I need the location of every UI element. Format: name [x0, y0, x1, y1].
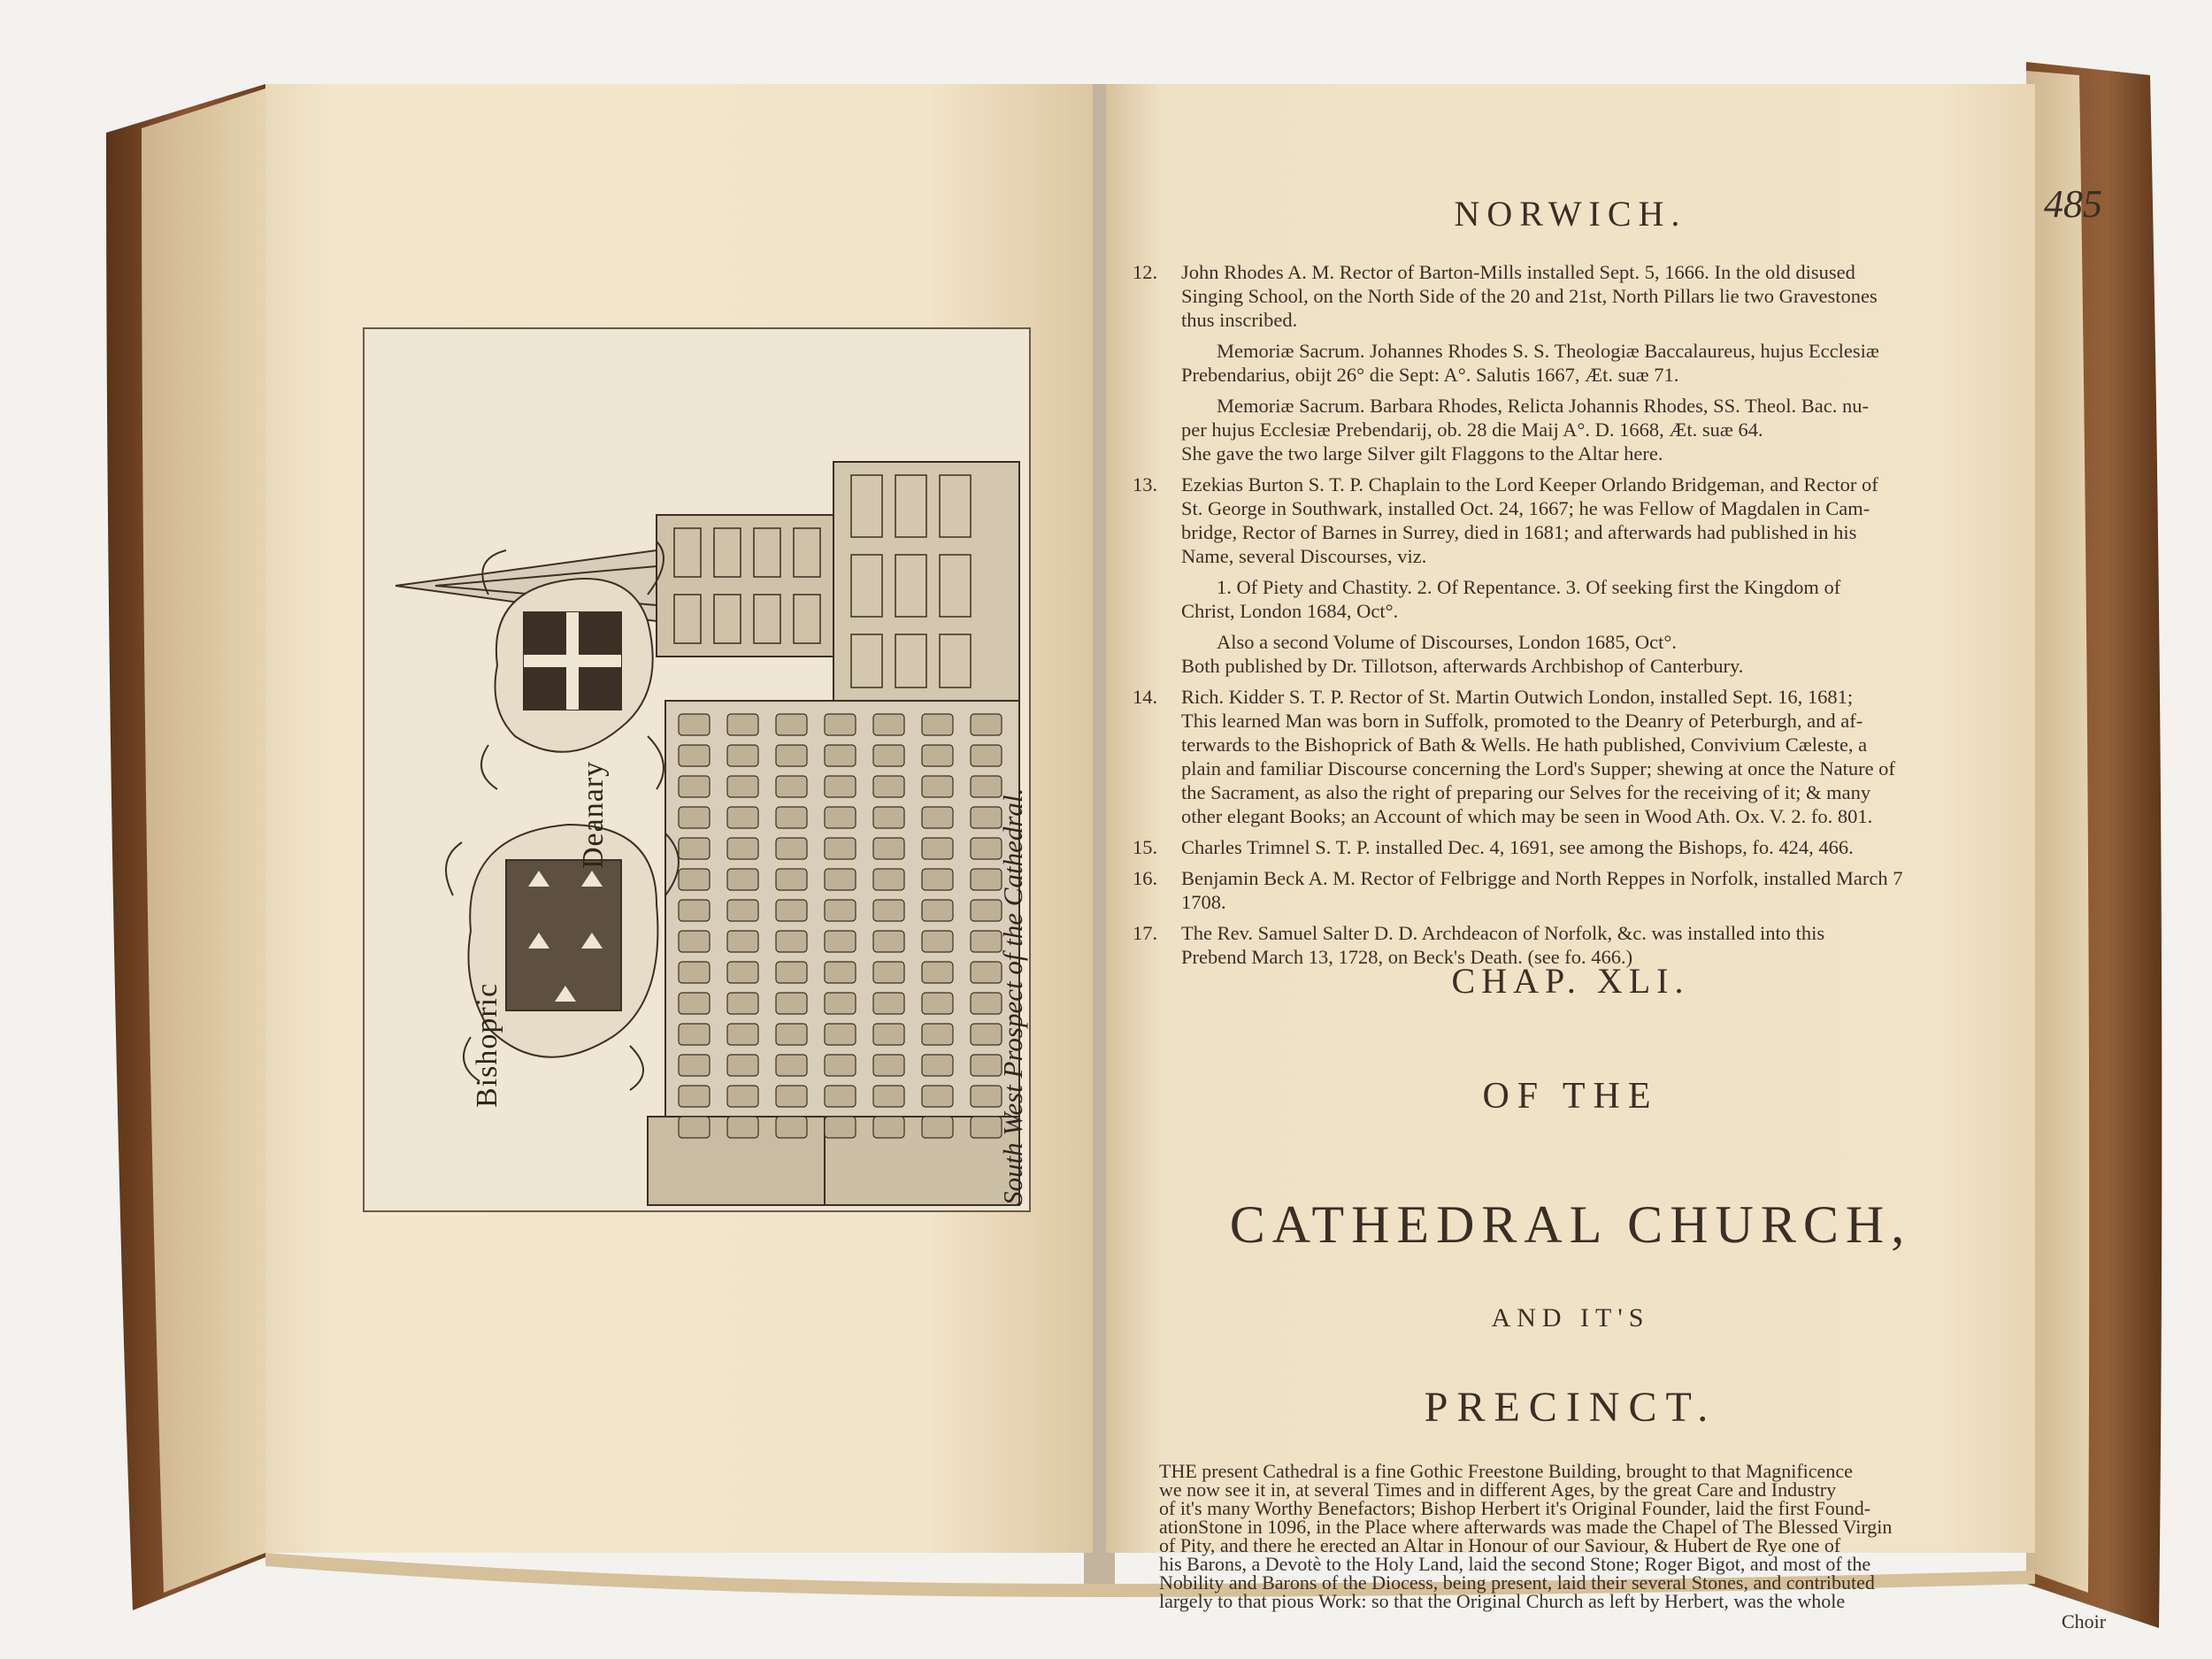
entry-line — [1133, 867, 1903, 890]
entry-number: 13. — [1133, 473, 1158, 495]
nave-window — [776, 869, 807, 890]
nave-window — [776, 993, 807, 1014]
nave-window — [776, 807, 807, 828]
entry-line — [1181, 781, 1870, 804]
entry-line — [1181, 309, 1297, 332]
nave-window — [825, 776, 856, 797]
page-number: 485 — [2044, 182, 2102, 226]
nave-window — [727, 900, 758, 921]
plate-label-bishopric: Bishopric — [471, 982, 503, 1108]
nave-window — [776, 1117, 807, 1138]
nave-window — [873, 776, 904, 797]
entry-text: Ezekias Burton S. T. P. Chaplain to the Lord Keeper Orlando Bridgeman, and Rector of — [1181, 473, 1878, 495]
entry-text: 1. Of Piety and Chastity. 2. Of Repentance. 3. Of seeking first the Kingdom of — [1217, 576, 1841, 598]
nave-window — [922, 1086, 953, 1107]
nave-window — [776, 776, 807, 797]
nave-window — [727, 962, 758, 983]
left-page — [265, 84, 1093, 1553]
nave-window — [825, 1055, 856, 1076]
nave-window — [727, 1117, 758, 1138]
entry-line — [1181, 285, 1878, 308]
nave-window — [679, 993, 710, 1014]
nave-window — [922, 962, 953, 983]
entry-line — [1181, 545, 1426, 568]
entry-text: thus inscribed. — [1181, 309, 1298, 331]
nave-window — [727, 807, 758, 828]
nave-window — [776, 1024, 807, 1045]
body-line: largely to that pious Work: so that the Original Church as left by Herbert, was the whole — [1159, 1590, 1846, 1612]
entry-text: Prebend March 13, 1728, on Beck's Death. (see fo. 466.) — [1181, 946, 1633, 968]
nave-window — [776, 900, 807, 921]
nave-window — [971, 745, 1002, 766]
entry-text: She gave the two large Silver gilt Flaggons to the Altar here. — [1181, 442, 1663, 465]
entry-text: plain and familiar Discourse concerning the Lord's Supper; shewing at once the Nature of — [1181, 757, 1895, 780]
entry-text: Name, several Discourses, viz. — [1181, 545, 1427, 567]
entry-line — [1181, 364, 1678, 387]
entry-line — [1181, 757, 1895, 780]
body-line: Nobility and Barons of the Diocess, being present, laid their several Stones, and contributed — [1159, 1571, 1875, 1594]
nave-window — [727, 1024, 758, 1045]
nave-window — [679, 745, 710, 766]
nave-window — [873, 714, 904, 735]
entry-text: Singing School, on the North Side of the 20 and 21st, North Pillars lie two Gravestones — [1181, 285, 1878, 307]
chapter-title-precinct: PRECINCT. — [1424, 1384, 1717, 1431]
entry-line — [1217, 576, 1840, 599]
nave-window — [922, 745, 953, 766]
nave-window — [727, 838, 758, 859]
entry-line — [1181, 442, 1663, 465]
nave-window — [825, 807, 856, 828]
entry-line — [1181, 600, 1398, 623]
nave-window — [873, 838, 904, 859]
entry-number: 15. — [1133, 836, 1158, 858]
nave-window — [873, 962, 904, 983]
entry-number: 12. — [1133, 261, 1158, 283]
entry-text: The Rev. Samuel Salter D. D. Archdeacon of Norfolk, &c. was installed into this — [1181, 922, 1825, 944]
nave-window — [922, 900, 953, 921]
entry-number: 14. — [1133, 686, 1158, 708]
nave-window — [679, 1024, 710, 1045]
plate-caption: South West Prospect of the Cathedral. — [997, 787, 1028, 1205]
entry-line — [1133, 922, 1825, 945]
entry-text: Christ, London 1684, Oct°. — [1181, 600, 1399, 622]
entry-line — [1181, 805, 1872, 828]
chapter-title-and-its: AND IT'S — [1491, 1303, 1650, 1333]
nave-window — [922, 1117, 953, 1138]
nave-window — [679, 714, 710, 735]
nave-window — [825, 962, 856, 983]
nave-window — [727, 869, 758, 890]
nave-window — [873, 1117, 904, 1138]
engraved-plate — [363, 327, 1031, 1212]
body-line: THE present Cathedral is a fine Gothic Freestone Building, brought to that Magnificence — [1159, 1460, 1853, 1482]
nave-window — [971, 714, 1002, 735]
entry-text: John Rhodes A. M. Rector of Barton-Mills installed Sept. 5, 1666. In the old disused — [1181, 261, 1855, 283]
entry-line — [1217, 395, 1869, 418]
nave-window — [679, 776, 710, 797]
entry-text: Rich. Kidder S. T. P. Rector of St. Martin Outwich London, installed Sept. 16, 1681; — [1181, 686, 1854, 708]
nave-window — [727, 993, 758, 1014]
entry-text: Benjamin Beck A. M. Rector of Felbrigge and North Reppes in Norfolk, installed March 7 — [1181, 867, 1903, 889]
entry-text: per hujus Ecclesiæ Prebendarij, ob. 28 die Maij A°. D. 1668, Æt. suæ 64. — [1181, 419, 1763, 441]
nave-window — [825, 993, 856, 1014]
nave-window — [825, 1024, 856, 1045]
nave-window — [922, 1024, 953, 1045]
body-line: ationStone in 1096, in the Place where afterwards was made the Chapel of The Blessed Virgin — [1159, 1516, 1893, 1538]
nave-window — [776, 962, 807, 983]
cathedral-engraving — [365, 329, 1029, 1210]
nave-window — [776, 745, 807, 766]
nave-window — [727, 1055, 758, 1076]
entry-text: Also a second Volume of Discourses, London 1685, Oct°. — [1217, 631, 1677, 653]
running-head: NORWICH. — [1454, 194, 1687, 234]
nave-window — [922, 931, 953, 952]
nave-window — [922, 714, 953, 735]
nave-window — [679, 1055, 710, 1076]
nave-window — [825, 931, 856, 952]
nave-window — [825, 838, 856, 859]
entry-line — [1133, 686, 1854, 709]
nave-window — [825, 714, 856, 735]
nave-window — [679, 838, 710, 859]
entry-text: other elegant Books; an Account of which may be seen in Wood Ath. Ox. V. 2. fo. 801. — [1181, 805, 1873, 827]
entry-line — [1181, 710, 1863, 733]
entry-line — [1181, 497, 1870, 520]
nave-window — [727, 714, 758, 735]
nave-window — [825, 745, 856, 766]
body-line: of Pity, and there he erected an Altar in Honour of our Saviour, & Hubert de Rye one of — [1159, 1534, 1841, 1556]
entry-text: This learned Man was born in Suffolk, promoted to the Deanry of Peterburgh, and af- — [1181, 710, 1863, 732]
nave-window — [825, 1086, 856, 1107]
nave-window — [922, 869, 953, 890]
body-line: we now see it in, at several Times and in different Ages, by the great Care and Industry — [1159, 1479, 1837, 1501]
nave-window — [922, 776, 953, 797]
nave-window — [873, 869, 904, 890]
nave-window — [873, 807, 904, 828]
entry-line — [1181, 733, 1867, 757]
nave-window — [679, 1086, 710, 1107]
catchword: Choir — [2062, 1610, 2107, 1632]
nave-window — [679, 869, 710, 890]
nave-window — [873, 745, 904, 766]
nave-window — [727, 1086, 758, 1107]
nave-window — [873, 900, 904, 921]
entry-line — [1181, 891, 1226, 914]
entry-number: 16. — [1133, 867, 1158, 889]
nave-window — [873, 931, 904, 952]
nave-window — [679, 1117, 710, 1138]
entry-number: 17. — [1133, 922, 1158, 944]
entry-text: Prebendarius, obijt 26° die Sept: A°. Salutis 1667, Æt. suæ 71. — [1181, 364, 1679, 386]
nave-window — [825, 869, 856, 890]
entry-text: the Sacrament, as also the right of preparing our Selves for the receiving of it; & many — [1181, 781, 1871, 803]
chapter-title-of-the: OF THE — [1482, 1076, 1659, 1117]
entry-text: bridge, Rector of Barnes in Surrey, died in 1681; and afterwards had published in his — [1181, 521, 1857, 543]
entry-line — [1133, 836, 1854, 859]
nave-window — [776, 714, 807, 735]
entry-text: Both published by Dr. Tillotson, afterwards Archbishop of Canterbury. — [1181, 655, 1744, 677]
nave-window — [825, 1117, 856, 1138]
body-line: his Barons, a Devotè to the Holy Land, laid the second Stone; Roger Bigot, and most of the — [1159, 1553, 1871, 1575]
nave-window — [873, 993, 904, 1014]
plate-label-deanary: Deanary — [577, 760, 610, 869]
nave-window — [727, 776, 758, 797]
entry-line — [1217, 631, 1677, 654]
nave-window — [679, 900, 710, 921]
entry-text: 1708. — [1181, 891, 1226, 913]
nave-window — [922, 1055, 953, 1076]
body-line: of it's many Worthy Benefactors; Bishop Herbert it's Original Founder, laid the first Found- — [1159, 1497, 1871, 1519]
nave-window — [727, 931, 758, 952]
entry-line — [1133, 473, 1878, 496]
entry-text: Memoriæ Sacrum. Barbara Rhodes, Relicta Johannis Rhodes, SS. Theol. Bac. nu- — [1217, 395, 1869, 417]
nave-window — [873, 1024, 904, 1045]
nave-window — [679, 807, 710, 828]
nave-window — [776, 931, 807, 952]
nave-window — [922, 993, 953, 1014]
chapter-title-main: CATHEDRAL CHURCH, — [1229, 1195, 1912, 1254]
entry-text: St. George in Southwark, installed Oct. 24, 1667; he was Fellow of Magdalen in Cam- — [1181, 497, 1870, 519]
nave-window — [873, 1086, 904, 1107]
entry-line — [1217, 340, 1879, 363]
nave-window — [727, 745, 758, 766]
right-page — [1106, 84, 2107, 1632]
nave-window — [922, 838, 953, 859]
nave-window — [825, 900, 856, 921]
nave-window — [922, 807, 953, 828]
entry-text: Charles Trimnel S. T. P. installed Dec. 4, 1691, see among the Bishops, fo. 424, 466. — [1181, 836, 1854, 858]
nave-window — [776, 838, 807, 859]
nave-window — [679, 931, 710, 952]
nave-window — [679, 962, 710, 983]
entry-text: Memoriæ Sacrum. Johannes Rhodes S. S. Theologiæ Baccalaureus, hujus Ecclesiæ — [1217, 340, 1879, 362]
nave-window — [776, 1055, 807, 1076]
entry-line — [1181, 521, 1856, 544]
entry-line — [1181, 419, 1763, 442]
nave-window — [873, 1055, 904, 1076]
entry-text: terwards to the Bishoprick of Bath & Wells. He hath published, Convivium Cæleste, a — [1181, 733, 1868, 756]
entry-line — [1133, 261, 1855, 284]
nave-window — [776, 1086, 807, 1107]
entry-line — [1181, 655, 1743, 678]
chapter-number: CHAP. XLI. — [1451, 961, 1690, 1001]
